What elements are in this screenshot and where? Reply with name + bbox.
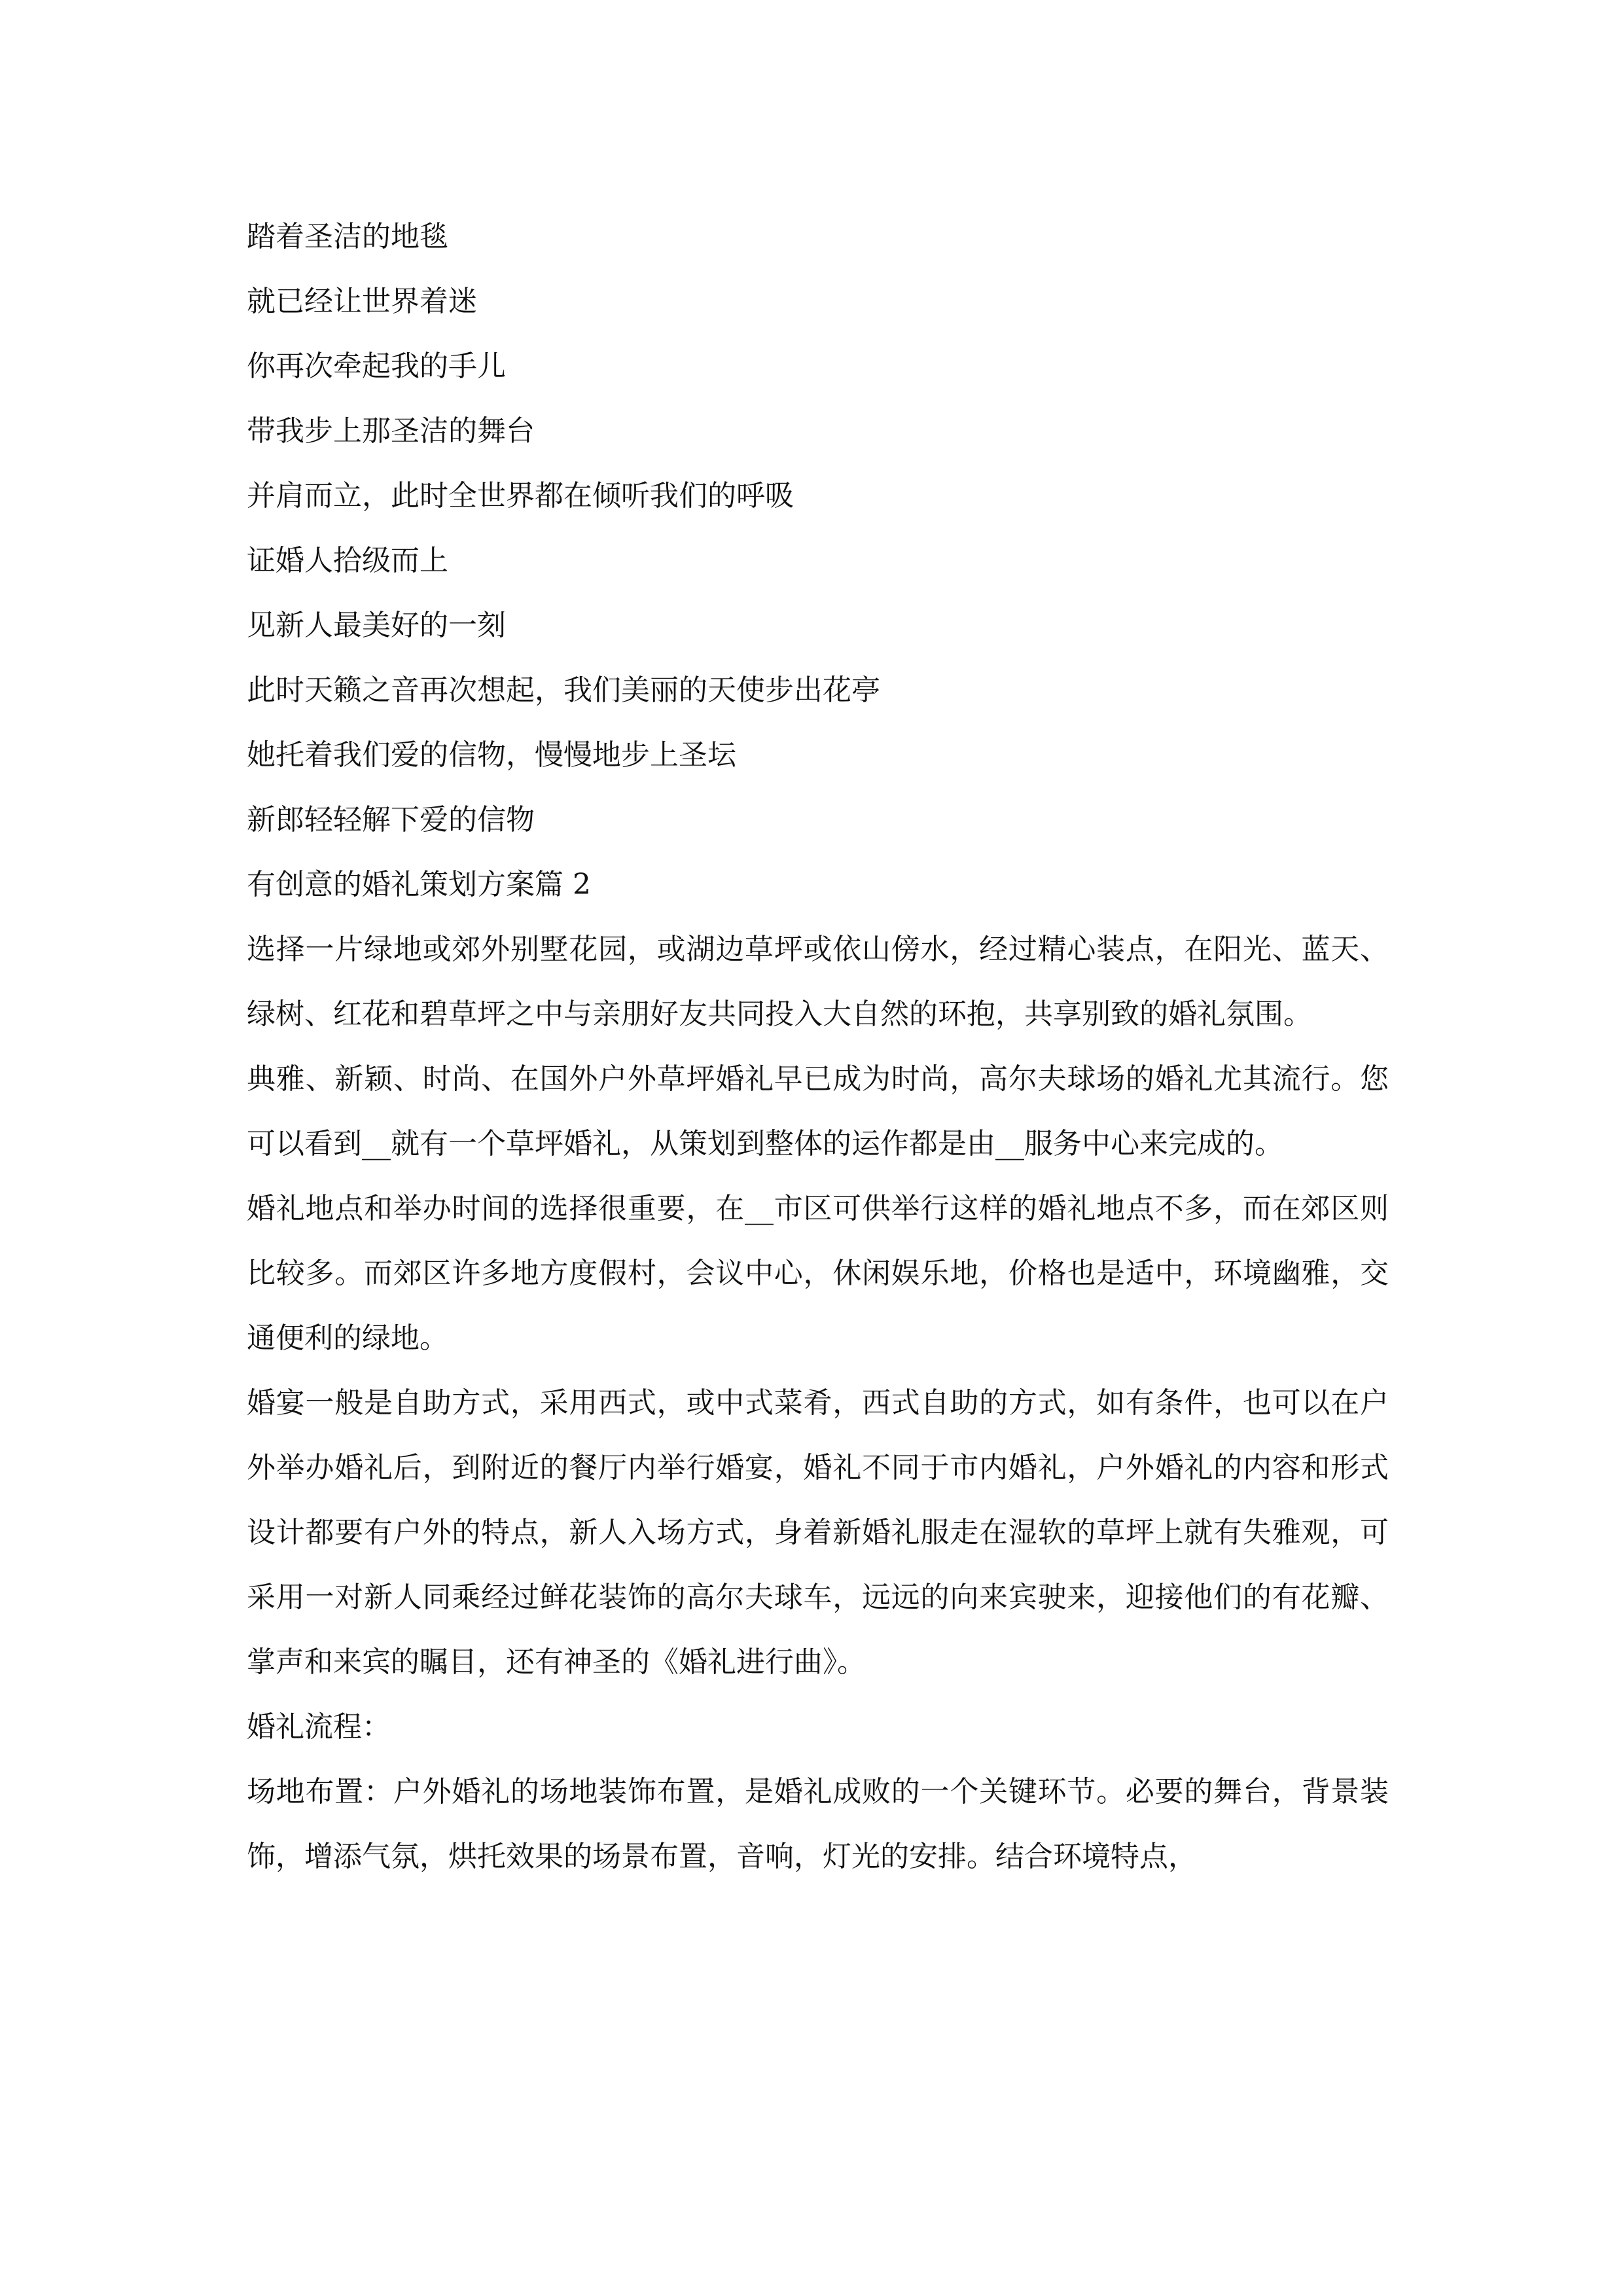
paragraph: 婚宴一般是自助方式，采用西式，或中式菜肴，西式自助的方式，如有条件，也可以在户外举办婚礼后，到附近的餐厅内举行婚宴，婚礼不同于市内婚礼，户外婚礼的内容和形式设计都要有户外的特点，新人入场方式，身着新婚礼服走在湿软的草坪上就有失雅观，可采用一对新人同乘经过鲜花装饰的高尔夫球车，远远的向来宾驶来，迎接他们的有花瓣、掌声和来宾的瞩目，还有神圣的《婚礼进行曲》。 [247, 1386, 1389, 1679]
paragraph: 场地布置：户外婚礼的场地装饰布置，是婚礼成败的一个关键环节。必要的舞台，背景装饰，增添气氛，烘托效果的场景布置，音响，灯光的安排。结合环境特点， [247, 1775, 1389, 1873]
poem-line: 证婚人拾级而上 [247, 544, 448, 577]
paragraph: 选择一片绿地或郊外别墅花园，或湖边草坪或依山傍水，经过精心装点，在阳光、蓝天、绿树、红花和碧草坪之中与亲朋好友共同投入大自然的环抱，共享别致的婚礼氛围。 [247, 933, 1389, 1031]
poem-line: 见新人最美好的一刻 [247, 609, 506, 642]
poem-line: 并肩而立，此时全世界都在倾听我们的呼吸 [247, 479, 794, 512]
section-title: 有创意的婚礼策划方案篇 2 [247, 868, 591, 901]
document-body [247, 204, 1389, 1889]
poem-line: 此时天籁之音再次想起，我们美丽的天使步出花亭 [247, 673, 880, 707]
flow-heading: 婚礼流程： [247, 1710, 391, 1744]
poem-line: 就已经让世界着迷 [247, 285, 477, 318]
poem-line: 新郎轻轻解下爱的信物 [247, 803, 535, 836]
paragraph: 典雅、新颖、时尚、在国外户外草坪婚礼早已成为时尚，高尔夫球场的婚礼尤其流行。您可以看到__就有一个草坪婚礼，从策划到整体的运作都是由__服务中心来完成的。 [247, 1062, 1389, 1160]
poem-line: 带我步上那圣洁的舞台 [247, 414, 535, 448]
poem-line: 踏着圣洁的地毯 [247, 220, 448, 253]
poem-line: 你再次牵起我的手儿 [247, 350, 506, 383]
paragraph: 婚礼地点和举办时间的选择很重要，在__市区可供举行这样的婚礼地点不多，而在郊区则比较多。而郊区许多地方度假村，会议中心，休闲娱乐地，价格也是适中，环境幽雅，交通便利的绿地。 [247, 1192, 1389, 1355]
poem-line: 她托着我们爱的信物，慢慢地步上圣坛 [247, 738, 736, 772]
